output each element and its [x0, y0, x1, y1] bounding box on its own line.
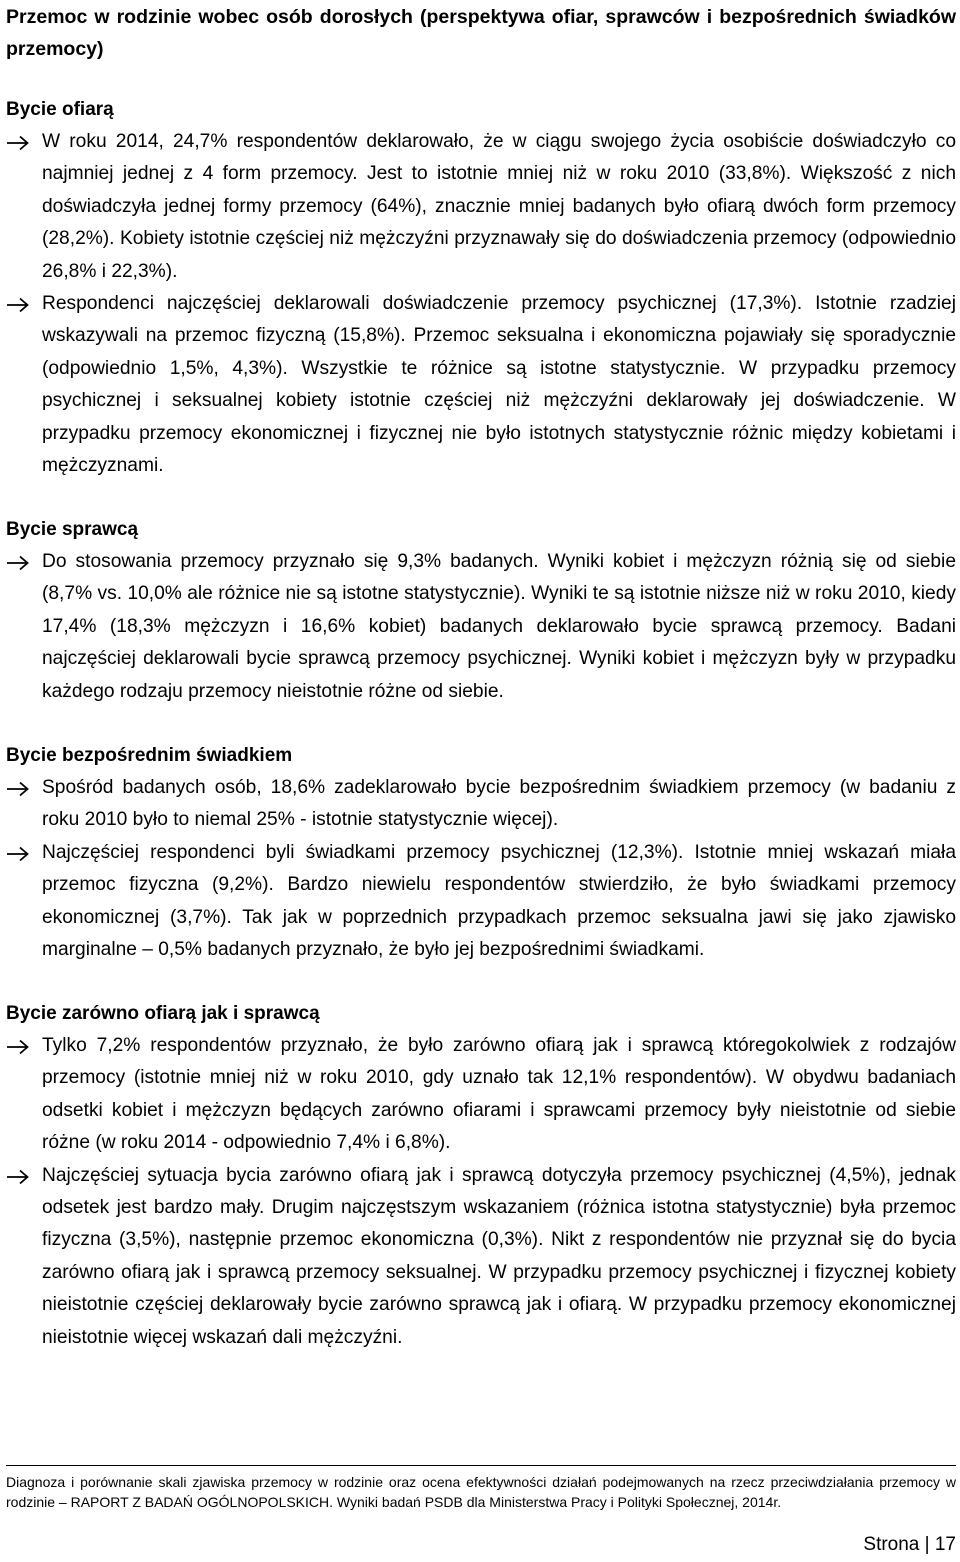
document-title: Przemoc w rodzinie wobec osób dorosłych (perspektywa ofiar, sprawców i bezpośrednich świadków przemocy): [6, 6, 956, 60]
arrow-right-icon: [6, 135, 30, 151]
section-victim: [6, 94, 956, 482]
section-witness: [6, 740, 956, 966]
bullet-text: Do stosowania przemocy przyznało się 9,3% badanych. Wyniki kobiet i mężczyzn różnią się od siebie (8,7% vs. 10,0% ale różnice nie są istotne statystycznie). Wyniki te są istotnie niższe niż w roku 2010, kiedy 17,4% (18,3% mężczyzn i 16,6% kobiet) badanych deklarowało bycie sprawcą przemocy. Badani najczęściej deklarowali bycie sprawcą przemocy psychicznej. Wyniki kobiet i mężczyzn były w przypadku każdego rodzaju przemocy nieistotnie różne od siebie.: [42, 551, 956, 702]
bullet-item: [6, 126, 956, 288]
bullet-text: Tylko 7,2% respondentów przyznało, że było zarówno ofiarą jak i sprawcą któregokolwiek z rodzajów przemocy (istotnie mniej niż w roku 2010, gdy uznało tak 12,1% respondentów). W obydwu badaniach odsetki kobiet i mężczyzn będących zarówno ofiarami i sprawcami przemocy były nieistotnie od siebie różne (w roku 2014 - odpowiednio 7,4% i 6,8%).: [42, 1035, 956, 1154]
arrow-right-icon: [6, 1169, 30, 1185]
bullet-text: Spośród badanych osób, 18,6% zadeklarowało bycie bezpośrednim świadkiem przemocy (w badaniu z roku 2010 było to niemal 25% - istotnie statystycznie więcej).: [42, 777, 956, 831]
bullet-text: Najczęściej respondenci byli świadkami przemocy psychicznej (12,3%). Istotnie mniej wskazań miała przemoc fizyczna (9,2%). Bardzo niewielu respondentów stwierdziło, że było świadkami przemocy ekonomicznej (3,7%). Tak jak w poprzednich przypadkach przemoc seksualna jawi się jako zjawisko marginalne – 0,5% badanych przyznało, że było jej bezpośrednimi świadkami.: [42, 841, 956, 961]
arrow-right-icon: [6, 297, 30, 313]
bullet-item: [6, 546, 956, 708]
arrow-right-icon: [6, 555, 30, 571]
footer-citation: Diagnoza i porównanie skali zjawiska przemocy w rodzinie oraz ocena efektywności działań podejmowanych na rzecz przeciwdziałania przemocy w rodzinie – RAPORT Z BADAŃ OGÓLNOPOLSKICH. Wyniki badań PSDB dla Ministerstwa Pracy i Polityki Społecznej, 2014r.: [6, 1474, 956, 1510]
bullet-text: Najczęściej sytuacja bycia zarówno ofiarą jak i sprawcą dotyczyła przemocy psychicznej (4,5%), jednak odsetek jest bardzo mały. Drugim najczęstszym wskazaniem (różnica istotna statystycznie) była przemoc fizyczna (3,5%), następnie przemoc ekonomiczna (0,3%). Nikt z respondentów nie przyznał się do bycia zarówno ofiarą jak i sprawcą przemocy seksualnej. W przypadku przemocy psychicznej i fizycznej kobiety nieistotnie częściej deklarowały bycie zarówno sprawcą jak i ofiarą. W przypadku przemocy ekonomicznej nieistotnie więcej wskazań dali mężczyźni.: [42, 1164, 956, 1348]
section-heading: Bycie bezpośrednim świadkiem: [6, 745, 293, 766]
arrow-right-icon: [6, 846, 30, 862]
section-heading: Bycie sprawcą: [6, 519, 139, 540]
page-footer: [6, 1465, 956, 1512]
section-heading: Bycie ofiarą: [6, 99, 114, 120]
section-heading: Bycie zarówno ofiarą jak i sprawcą: [6, 1003, 320, 1024]
bullet-item: [6, 1030, 956, 1160]
bullet-text: W roku 2014, 24,7% respondentów deklarowało, że w ciągu swojego życia osobiście doświadczyło co najmniej jednej z 4 form przemocy. Jest to istotnie mniej niż w roku 2010 (33,8%). Większość z nich doświadczyła jednej formy przemocy (64%), znacznie mniej badanych było ofiarą dwóch form przemocy (28,2%). Kobiety istotnie częściej niż mężczyźni przyznawały się do doświadczenia przemocy (odpowiednio 26,8% i 22,3%).: [42, 131, 956, 282]
bullet-item: [6, 837, 956, 967]
arrow-right-icon: [6, 781, 30, 797]
section-perpetrator: [6, 514, 956, 708]
bullet-item: [6, 772, 956, 837]
section-victim-and-perpetrator: [6, 998, 956, 1354]
bullet-text: Respondenci najczęściej deklarowali doświadczenie przemocy psychicznej (17,3%). Istotnie rzadziej wskazywali na przemoc fizyczną (15,8%). Przemoc seksualna i ekonomiczna pojawiały się sporadycznie (odpowiednio 1,5%, 4,3%). Wszystkie te różnice są istotne statystycznie. W przypadku przemocy psychicznej i seksualnej kobiety istotnie częściej niż mężczyźni deklarowały jej doświadczenie. W przypadku przemocy ekonomicznej i fizycznej nie było istotnych statystycznie różnic między kobietami i mężczyznami.: [42, 293, 956, 477]
page-number: Strona | 17: [863, 1534, 956, 1555]
bullet-item: [6, 1160, 956, 1354]
bullet-item: [6, 288, 956, 482]
arrow-right-icon: [6, 1039, 30, 1055]
